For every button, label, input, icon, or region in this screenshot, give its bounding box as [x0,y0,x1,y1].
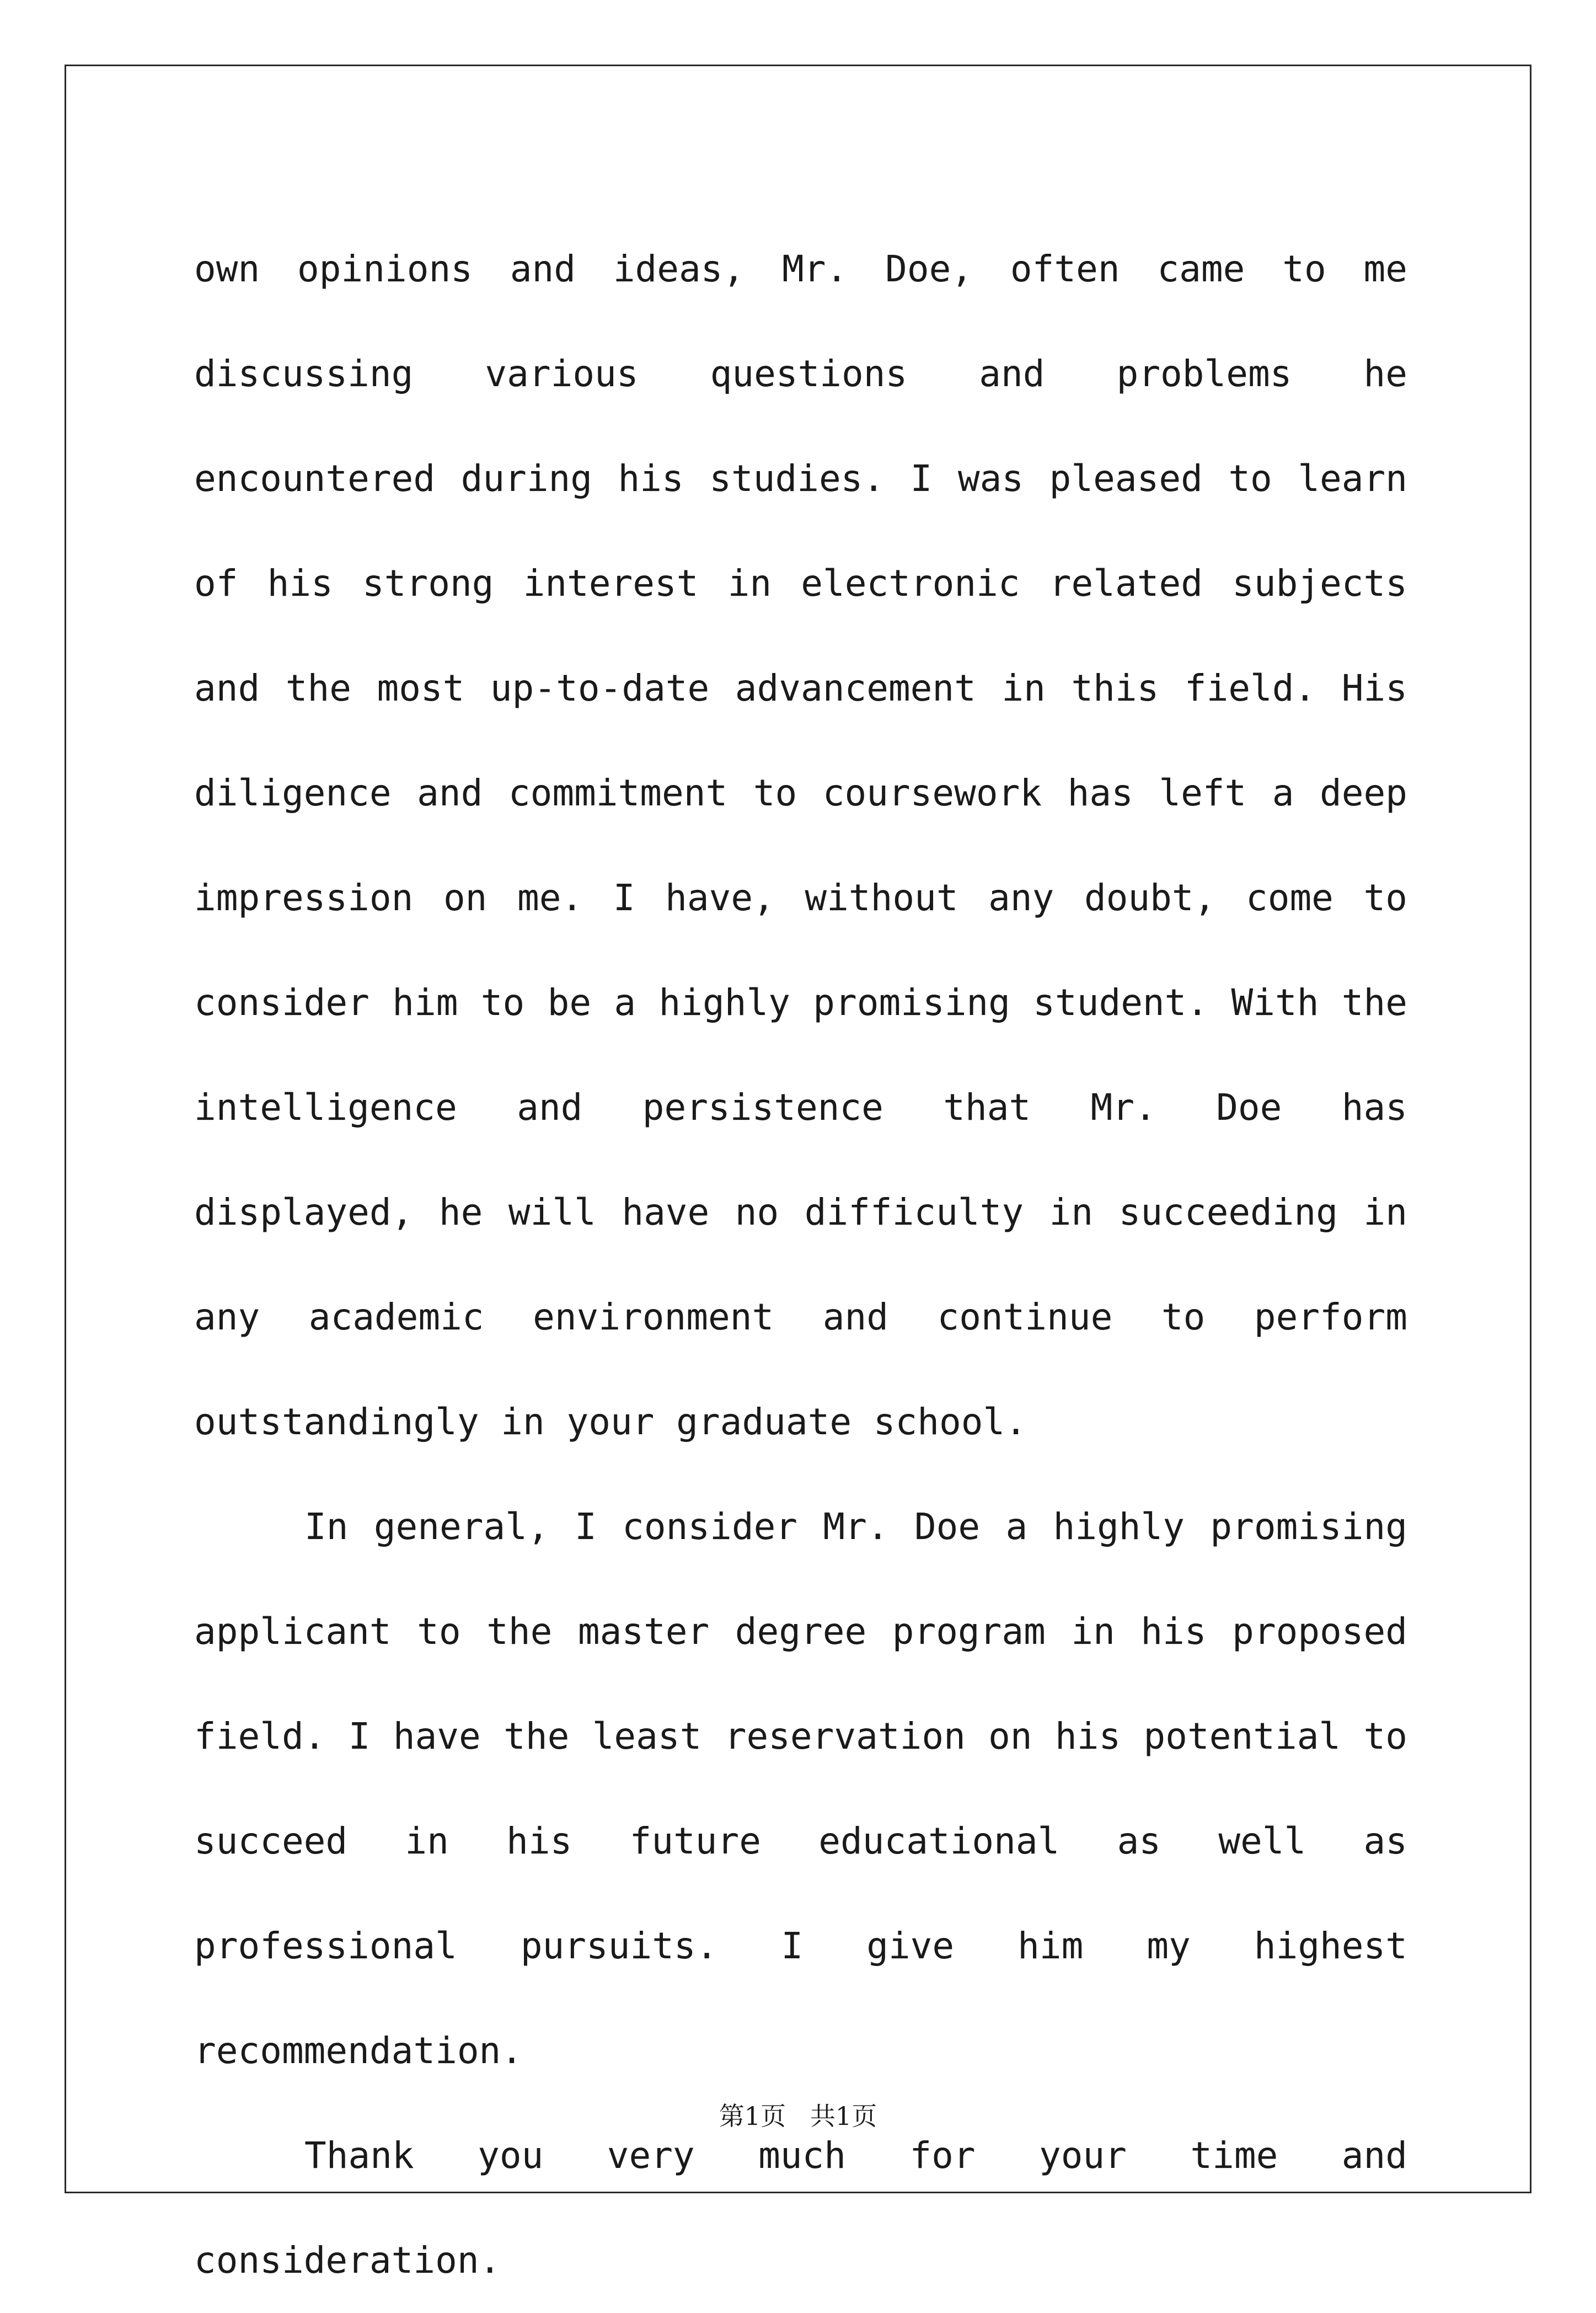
letter-body [194,217,1407,2313]
paragraph-2: In general, I consider Mr. Doe a highly promising applicant to the master degree program in his proposed field. I have the least reservation on his potential to succeed in his future educational as well as professional pursuits. I give him my highest recommendation. [194,1505,1407,2072]
page-footer: 第1页 共1页 [719,2101,877,2131]
paragraph-3: Thank you very much for your time and consideration. [194,2134,1407,2282]
paragraph-1: own opinions and ideas, Mr. Doe, often came to me discussing various questions and problems he encountered during his studies. I was pleased to learn of his strong interest in electronic related subjects and the most up-to-date advancement in this field. His diligence and commitment to coursework has left a deep impression on me. I have, without any doubt, come to consider him to be a highly promising student. With the intelligence and persistence that Mr. Doe has displayed, he will have no difficulty in succeeding in any academic environment and continue to perform outstandingly in your graduate school. [194,248,1407,1443]
